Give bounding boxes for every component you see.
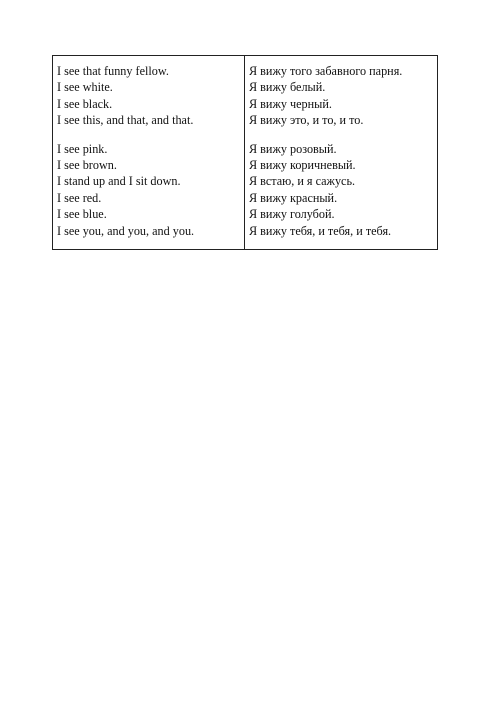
russian-line: Я вижу это, и то, и то. bbox=[249, 113, 364, 128]
english-column bbox=[53, 56, 245, 249]
english-line: I see pink. bbox=[57, 141, 108, 156]
english-stanza-2 bbox=[57, 141, 244, 239]
russian-stanza-2 bbox=[249, 141, 437, 239]
english-line: I see that funny fellow. bbox=[57, 64, 169, 78]
russian-line: Я вижу того забавного парня. bbox=[249, 64, 403, 78]
english-line: I see you, and you, and you. bbox=[57, 223, 195, 238]
russian-line: Я вижу голубой. bbox=[249, 207, 335, 222]
russian-line: Я встаю, и я сажусь. bbox=[249, 174, 356, 189]
russian-line: Я вижу коричневый. bbox=[249, 158, 356, 173]
english-stanza-1 bbox=[57, 63, 244, 129]
english-line: I see blue. bbox=[57, 207, 107, 222]
russian-line: Я вижу тебя, и тебя, и тебя. bbox=[249, 223, 392, 238]
russian-line: Я вижу черный. bbox=[249, 96, 332, 111]
english-line: I see red. bbox=[57, 190, 102, 205]
english-line: I see brown. bbox=[57, 158, 117, 173]
english-line: I stand up and I sit down. bbox=[57, 174, 181, 189]
lyrics-table bbox=[52, 55, 438, 250]
russian-line: Я вижу красный. bbox=[249, 190, 338, 205]
russian-column bbox=[245, 56, 437, 249]
russian-stanza-1 bbox=[249, 63, 437, 129]
english-line: I see black. bbox=[57, 96, 113, 111]
english-line: I see this, and that, and that. bbox=[57, 113, 194, 128]
russian-line: Я вижу белый. bbox=[249, 80, 326, 95]
english-line: I see white. bbox=[57, 80, 113, 95]
russian-line: Я вижу розовый. bbox=[249, 141, 337, 156]
